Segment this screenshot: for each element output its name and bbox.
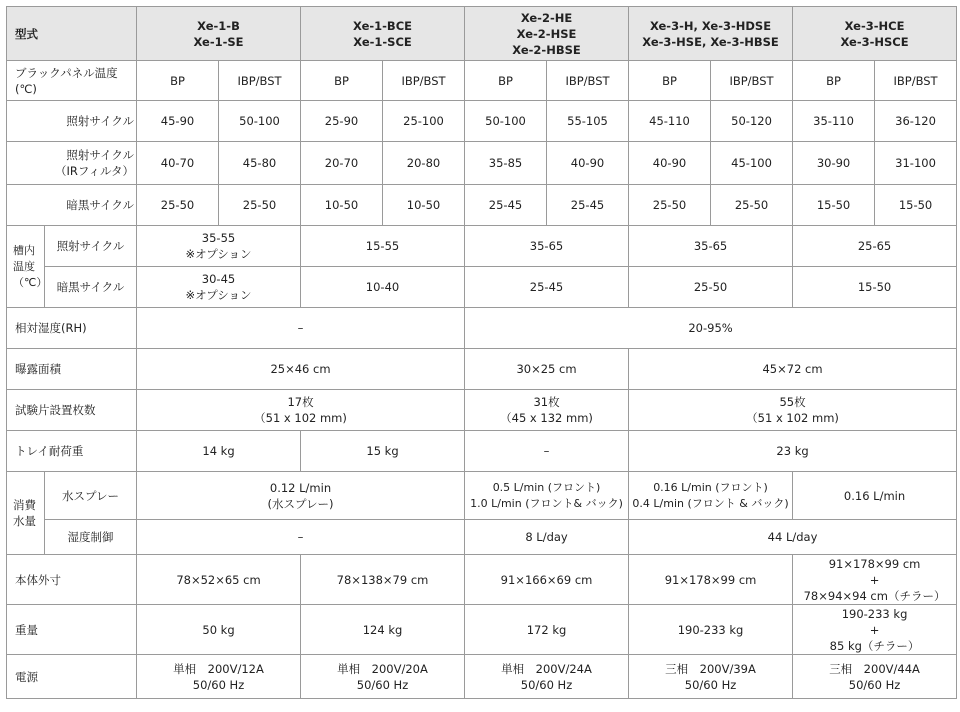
- black-panel-label: ブラックパネル温度(℃): [7, 61, 137, 101]
- bp-ir-value: 20-80: [383, 142, 465, 185]
- dims-value: 78×138×79 cm: [301, 555, 465, 605]
- bp-ir-row: [7, 142, 957, 185]
- bp-ir-label: 照射サイクル （IRフィルタ）: [7, 142, 137, 185]
- header-row: [7, 7, 957, 61]
- model-xe3-hce: Xe-3-HCE Xe-3-HSCE: [793, 7, 957, 61]
- bp-ir-value: 35-85: [465, 142, 547, 185]
- bp-dark-label: 暗黒サイクル: [7, 185, 137, 226]
- tray-value: 14 kg: [137, 431, 301, 472]
- bp-light-value: 25-90: [301, 101, 383, 142]
- water-spray-value: 0.16 L/min: [793, 472, 957, 520]
- samples-value: 17枚 （51 x 102 mm): [137, 390, 465, 431]
- dims-label: 本体外寸: [7, 555, 137, 605]
- chamber-temp-label: 槽内 温度 （℃）: [7, 226, 45, 308]
- humidity-value: 20-95%: [465, 308, 957, 349]
- tray-value: 23 kg: [629, 431, 957, 472]
- bp-ir-value: 45-80: [219, 142, 301, 185]
- bp-col: IBP/BST: [383, 61, 465, 101]
- bp-ir-value: 40-90: [547, 142, 629, 185]
- tray-value: –: [465, 431, 629, 472]
- power-label: 電源: [7, 655, 137, 699]
- power-value: 単相 200V/20A 50/60 Hz: [301, 655, 465, 699]
- chamber-light-row: [7, 226, 957, 267]
- bp-dark-value: 25-45: [547, 185, 629, 226]
- tray-row: [7, 431, 957, 472]
- model-xe2: Xe-2-HE Xe-2-HSE Xe-2-HBSE: [465, 7, 629, 61]
- chamber-dark-value: 25-50: [629, 267, 793, 308]
- samples-value: 55枚 （51 x 102 mm): [629, 390, 957, 431]
- weight-value: 124 kg: [301, 605, 465, 655]
- bp-col: IBP/BST: [547, 61, 629, 101]
- chamber-light-value: 35-55 ※オプション: [137, 226, 301, 267]
- dims-value: 91×166×69 cm: [465, 555, 629, 605]
- chamber-light-value: 35-65: [629, 226, 793, 267]
- samples-value: 31枚 （45 x 132 mm): [465, 390, 629, 431]
- water-spray-label: 水スプレー: [45, 472, 137, 520]
- weight-value: 172 kg: [465, 605, 629, 655]
- bp-dark-value: 10-50: [383, 185, 465, 226]
- bp-dark-value: 25-50: [137, 185, 219, 226]
- bp-ir-value: 40-70: [137, 142, 219, 185]
- dims-row: [7, 555, 957, 605]
- bp-light-value: 50-100: [219, 101, 301, 142]
- bp-light-label: 照射サイクル: [7, 101, 137, 142]
- chamber-light-value: 15-55: [301, 226, 465, 267]
- bp-dark-value: 10-50: [301, 185, 383, 226]
- water-label: 消費 水量: [7, 472, 45, 555]
- power-value: 単相 200V/12A 50/60 Hz: [137, 655, 301, 699]
- chamber-light-value: 25-65: [793, 226, 957, 267]
- model-xe3: Xe-3-H, Xe-3-HDSE Xe-3-HSE, Xe-3-HBSE: [629, 7, 793, 61]
- area-value: 30×25 cm: [465, 349, 629, 390]
- water-humid-value: 8 L/day: [465, 520, 629, 555]
- bp-light-value: 45-90: [137, 101, 219, 142]
- bp-dark-value: 25-45: [465, 185, 547, 226]
- model-xe1-b: Xe-1-B Xe-1-SE: [137, 7, 301, 61]
- water-spray-value: 0.16 L/min (フロント) 0.4 L/min (フロント & バック): [629, 472, 793, 520]
- bp-light-value: 35-110: [793, 101, 875, 142]
- bp-col: BP: [301, 61, 383, 101]
- bp-col: BP: [137, 61, 219, 101]
- power-value: 単相 200V/24A 50/60 Hz: [465, 655, 629, 699]
- water-humid-value: 44 L/day: [629, 520, 957, 555]
- bp-col: BP: [465, 61, 547, 101]
- weight-row: [7, 605, 957, 655]
- bp-col: BP: [793, 61, 875, 101]
- power-value: 三相 200V/39A 50/60 Hz: [629, 655, 793, 699]
- bp-ir-value: 40-90: [629, 142, 711, 185]
- power-row: [7, 655, 957, 699]
- tray-value: 15 kg: [301, 431, 465, 472]
- bp-dark-value: 25-50: [629, 185, 711, 226]
- bp-dark-value: 25-50: [219, 185, 301, 226]
- model-label: 型式: [7, 7, 137, 61]
- tray-label: トレイ耐荷重: [7, 431, 137, 472]
- humidity-row: [7, 308, 957, 349]
- chamber-dark-value: 15-50: [793, 267, 957, 308]
- bp-light-value: 55-105: [547, 101, 629, 142]
- dims-value: 78×52×65 cm: [137, 555, 301, 605]
- water-humid-row: [7, 520, 957, 555]
- bp-light-value: 45-110: [629, 101, 711, 142]
- chamber-dark-label: 暗黒サイクル: [45, 267, 137, 308]
- weight-value: 190-233 kg: [629, 605, 793, 655]
- dims-value: 91×178×99 cm: [629, 555, 793, 605]
- weight-label: 重量: [7, 605, 137, 655]
- chamber-light-label: 照射サイクル: [45, 226, 137, 267]
- area-value: 45×72 cm: [629, 349, 957, 390]
- bp-light-value: 36-120: [875, 101, 957, 142]
- bp-col: IBP/BST: [711, 61, 793, 101]
- bp-col: IBP/BST: [219, 61, 301, 101]
- bp-dark-value: 25-50: [711, 185, 793, 226]
- model-xe1-bce: Xe-1-BCE Xe-1-SCE: [301, 7, 465, 61]
- area-label: 曝露面積: [7, 349, 137, 390]
- bp-dark-value: 15-50: [875, 185, 957, 226]
- bp-ir-value: 30-90: [793, 142, 875, 185]
- bp-dark-row: [7, 185, 957, 226]
- bp-dark-value: 15-50: [793, 185, 875, 226]
- bp-light-row: [7, 101, 957, 142]
- bp-ir-value: 31-100: [875, 142, 957, 185]
- bp-ir-value: 20-70: [301, 142, 383, 185]
- dims-value: 91×178×99 cm + 78×94×94 cm（チラー）: [793, 555, 957, 605]
- water-spray-value: 0.5 L/min (フロント) 1.0 L/min (フロント& バック): [465, 472, 629, 520]
- water-spray-value: 0.12 L/min (水スプレー): [137, 472, 465, 520]
- weight-value: 50 kg: [137, 605, 301, 655]
- humidity-label: 相対湿度(RH): [7, 308, 137, 349]
- water-spray-row: [7, 472, 957, 520]
- chamber-dark-value: 10-40: [301, 267, 465, 308]
- bp-light-value: 50-120: [711, 101, 793, 142]
- area-row: [7, 349, 957, 390]
- samples-label: 試験片設置枚数: [7, 390, 137, 431]
- area-value: 25×46 cm: [137, 349, 465, 390]
- chamber-light-value: 35-65: [465, 226, 629, 267]
- chamber-dark-value: 30-45 ※オプション: [137, 267, 301, 308]
- chamber-dark-value: 25-45: [465, 267, 629, 308]
- spec-table: [6, 6, 957, 699]
- black-panel-row: [7, 61, 957, 101]
- samples-row: [7, 390, 957, 431]
- bp-ir-value: 45-100: [711, 142, 793, 185]
- weight-value: 190-233 kg + 85 kg（チラー）: [793, 605, 957, 655]
- humidity-value: –: [137, 308, 465, 349]
- bp-col: BP: [629, 61, 711, 101]
- bp-light-value: 50-100: [465, 101, 547, 142]
- bp-light-value: 25-100: [383, 101, 465, 142]
- water-humid-label: 湿度制御: [45, 520, 137, 555]
- bp-col: IBP/BST: [875, 61, 957, 101]
- chamber-dark-row: [7, 267, 957, 308]
- water-humid-value: –: [137, 520, 465, 555]
- power-value: 三相 200V/44A 50/60 Hz: [793, 655, 957, 699]
